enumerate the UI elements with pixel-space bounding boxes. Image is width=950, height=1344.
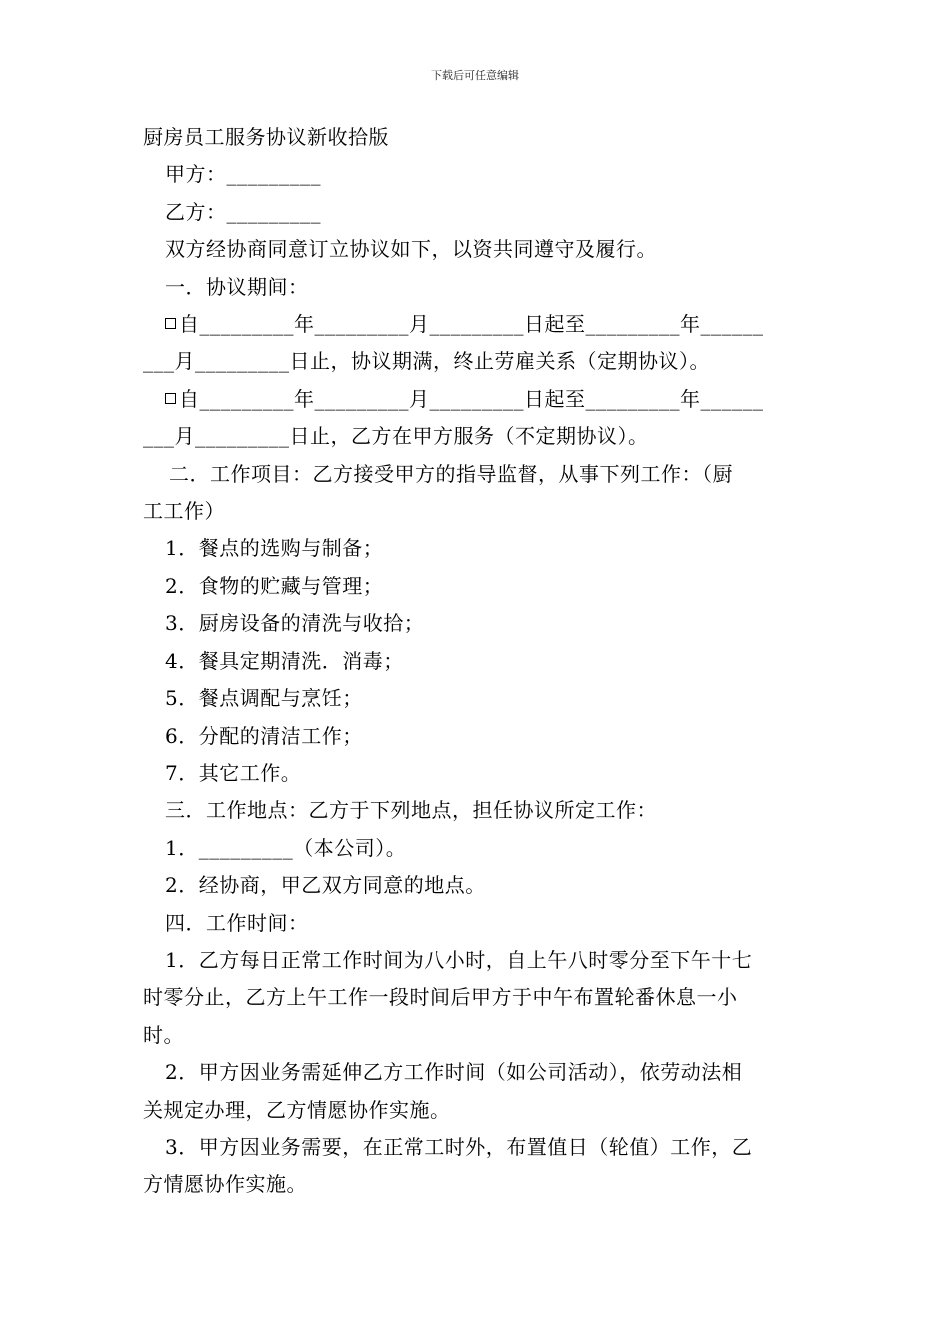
document-title: 厨房员工服务协议新收拾版 bbox=[143, 125, 389, 149]
section1-option1-continued: ___月_________日止，协议期满，终止劳雇关系（定期协议）。 bbox=[143, 349, 710, 374]
section2-item: 5．餐点调配与烹饪； bbox=[165, 686, 363, 711]
section2-heading: 二．工作项目：乙方接受甲方的指导监督，从事下列工作：（厨 bbox=[169, 461, 733, 486]
section2-item: 3．厨房设备的清洗与收拾； bbox=[165, 611, 425, 636]
section1-option2-continued: ___月_________日止，乙方在甲方服务（不定期协议）。 bbox=[143, 424, 649, 449]
section4-item2-continued: 关规定办理，乙方情愿协作实施。 bbox=[143, 1097, 451, 1122]
checkbox-icon bbox=[165, 393, 176, 404]
section4-item2: 2．甲方因业务需延伸乙方工作时间（如公司活动），依劳动法相 bbox=[165, 1060, 743, 1085]
section2-item: 6．分配的清洁工作； bbox=[165, 723, 363, 748]
section4-item1-continued: 时。 bbox=[143, 1022, 184, 1047]
section2-item: 4．餐具定期清洗．消毒； bbox=[165, 648, 404, 673]
section3-item: 1．_________（本公司）。 bbox=[165, 835, 407, 860]
section1-option1 bbox=[143, 306, 808, 343]
section2-item: 7．其它工作。 bbox=[165, 760, 302, 785]
section4-heading: 四．工作时间： bbox=[165, 910, 309, 935]
section3-item: 2．经协商，甲乙双方同意的地点。 bbox=[165, 873, 486, 898]
section4-item3: 3．甲方因业务需要，在正常工时外，布置值日（轮值）工作，乙 bbox=[165, 1134, 753, 1159]
section1-option1-text: 自_________年_________月_________日起至_________年______ bbox=[179, 312, 764, 337]
section1-option2-text: 自_________年_________月_________日起至_________年______ bbox=[179, 386, 764, 411]
page-header-note: 下载后可任意编辑 bbox=[431, 69, 519, 82]
section4-item3-continued: 方情愿协作实施。 bbox=[143, 1172, 307, 1197]
party-a-line: 甲方：_________ bbox=[165, 162, 321, 187]
section1-heading: 一．协议期间： bbox=[165, 274, 309, 299]
document-body bbox=[143, 119, 808, 1204]
checkbox-icon bbox=[165, 318, 176, 329]
section2-item: 2．食物的贮藏与管理； bbox=[165, 573, 384, 598]
section3-heading: 三．工作地点：乙方于下列地点，担任协议所定工作： bbox=[165, 798, 657, 823]
section4-item1: 1．乙方每日正常工作时间为八小时，自上午八时零分至下午十七 bbox=[165, 947, 753, 972]
party-b-line: 乙方：_________ bbox=[165, 199, 321, 224]
section2-heading-continued: 工工作） bbox=[143, 499, 225, 524]
intro-paragraph: 双方经协商同意订立协议如下，以资共同遵守及履行。 bbox=[165, 237, 657, 262]
section2-item: 1．餐点的选购与制备； bbox=[165, 536, 384, 561]
section1-option2 bbox=[143, 381, 808, 418]
section4-item1-continued: 时零分止，乙方上午工作一段时间后甲方于中午布置轮番休息一小 bbox=[143, 985, 738, 1010]
